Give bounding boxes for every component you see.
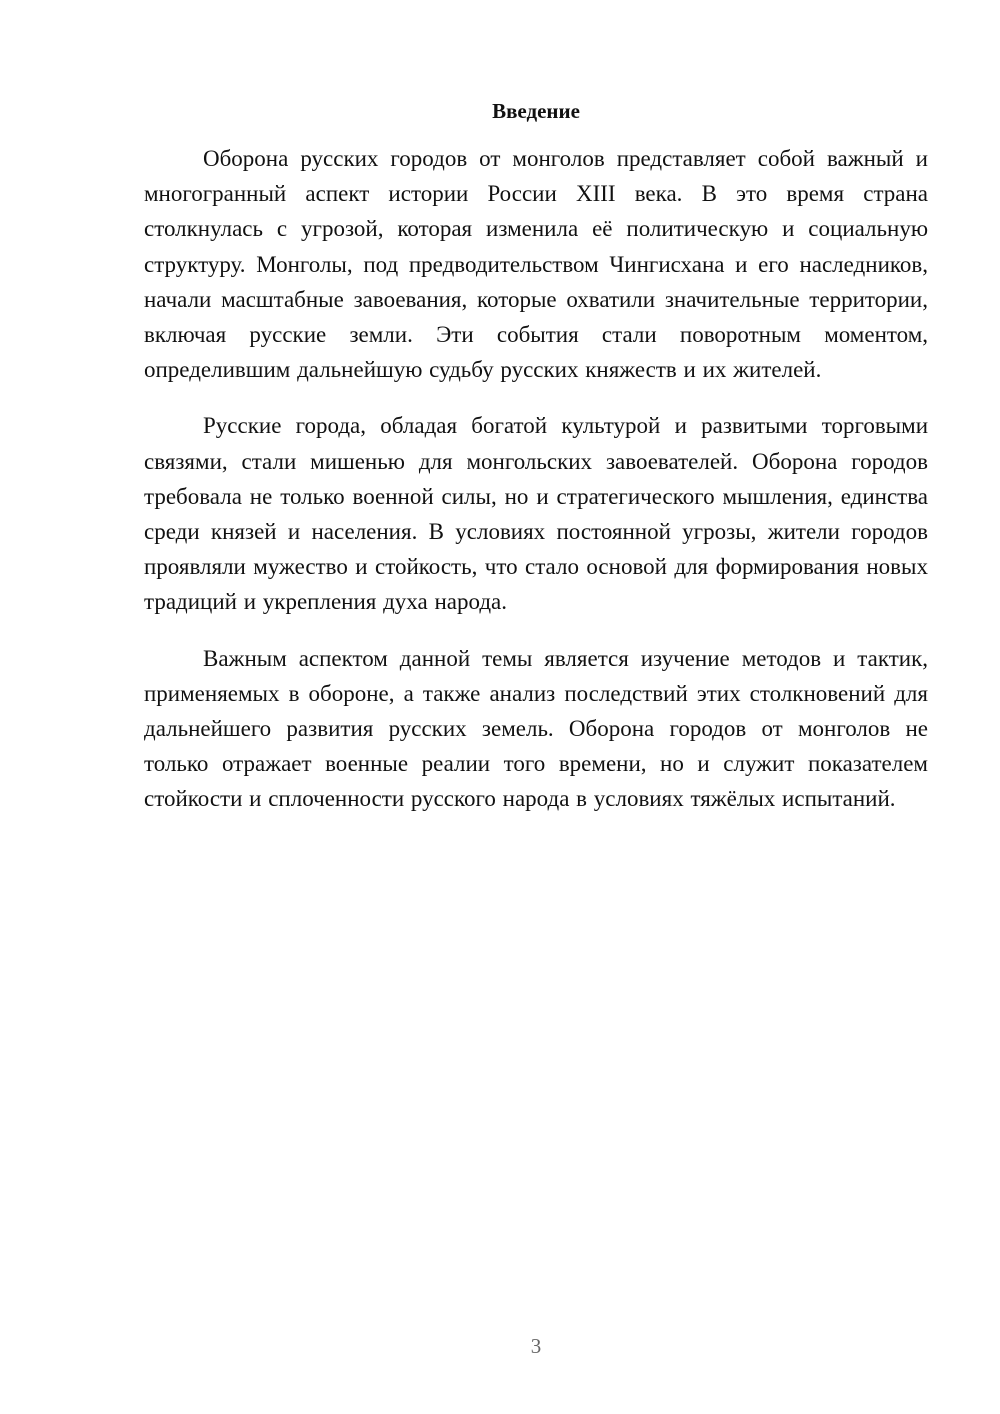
page-number: 3 [530,1334,542,1358]
paragraph-3: Важным аспектом данной темы является изучение методов и тактик, применяемых в обороне, а также анализ последствий этих столкновений для дальнейшего развития русских земель. Оборона городов от монголов не только отражает военные реалии того времени, но и служит показателем стойкости и сплоченности русского народа в условиях тяжёлых испытаний. [144,645,928,812]
document-body [144,141,928,838]
paragraph-1: Оборона русских городов от монголов представляет собой важный и многогранный аспект истории России XIII века. В это время страна столкнулась с угрозой, которая изменила её политическую и социальную структуру. Монголы, под предводительством Чингисхана и его наследников, начали масштабные завоевания, которые охватили значительные территории, включая русские земли. Эти события стали поворотным моментом, определившим дальнейшую судьбу русских княжеств и их жителей. [144,146,928,383]
section-heading: Введение [492,99,580,123]
paragraph-2: Русские города, обладая богатой культурой и развитыми торговыми связями, стали мишенью для монгольских завоевателей. Оборона городов требовала не только военной силы, но и стратегического мышления, единства среди князей и населения. В условиях постоянной угрозы, жители городов проявляли мужество и стойкость, что стало основой для формирования новых традиций и укрепления духа народа. [144,413,928,615]
